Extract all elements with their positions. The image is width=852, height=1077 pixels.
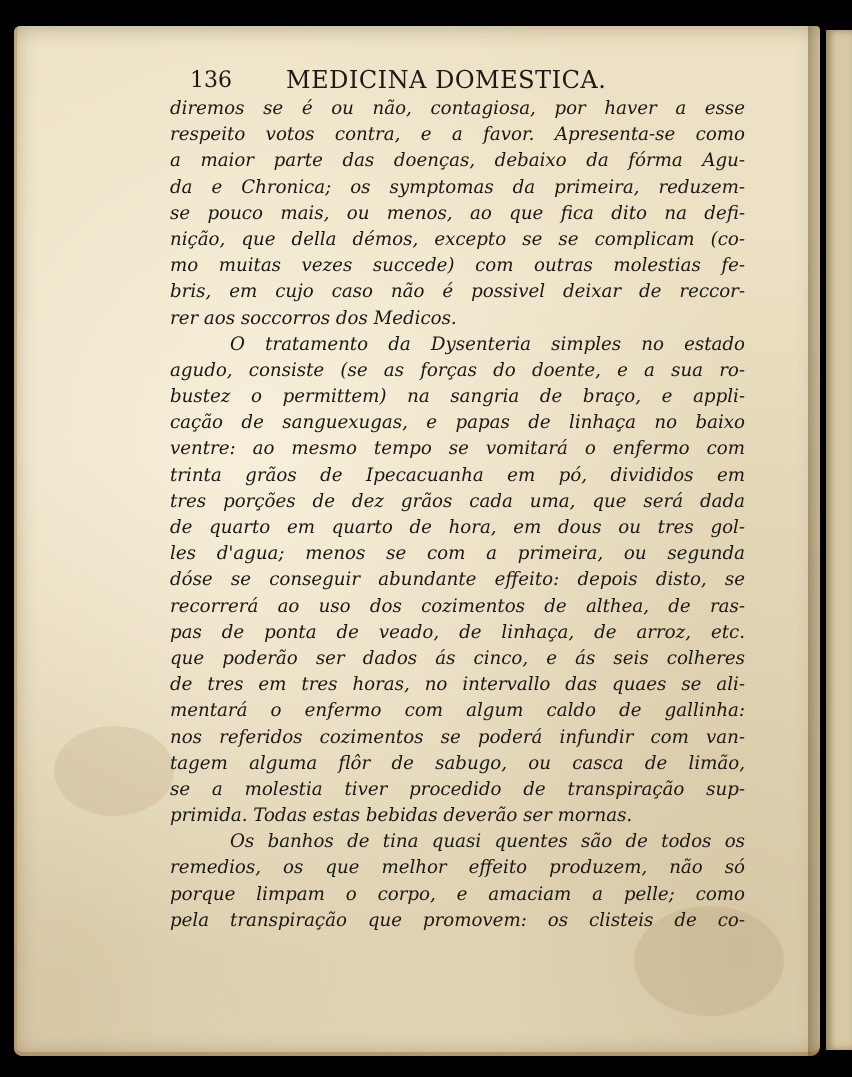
text-line: de tres em tres horas, no intervallo das quaes se ali- <box>170 674 745 696</box>
text-line: O tratamento da Dysenteria simples no estado <box>230 333 745 355</box>
text-line: primida. Todas estas bebidas deverão ser mornas. <box>170 805 633 827</box>
text-line: pela transpiração que promovem: os clisteis de co- <box>170 909 745 931</box>
text-line: tagem alguma flôr de sabugo, ou casca de limão, <box>170 752 745 774</box>
text-line: pas de ponta de veado, de linhaça, de arroz, etc. <box>170 621 745 643</box>
text-line: tres porções de dez grãos cada uma, que será dada <box>170 490 745 512</box>
running-title: MEDICINA DOMESTICA. <box>286 66 607 94</box>
text-line: ventre: ao mesmo tempo se vomitará o enfermo com <box>170 438 745 460</box>
text-line: porque limpam o corpo, e amaciam a pelle; como <box>170 883 745 905</box>
text-line: a maior parte das doenças, debaixo da fórma Agu- <box>170 150 745 172</box>
page-number: 136 <box>190 68 232 93</box>
text-line: mentará o enfermo com algum caldo de gallinha: <box>170 700 745 722</box>
text-line: de quarto em quarto de hora, em dous ou tres gol- <box>170 517 745 538</box>
text-line: mo muitas vezes succede) com outras molestias fe- <box>170 255 745 277</box>
text-line: recorrerá ao uso dos cozimentos de althea, de ras- <box>170 595 745 617</box>
text-line: se pouco mais, ou menos, ao que fica dito na defi- <box>170 202 745 224</box>
text-line: respeito votos contra, e a favor. Apresenta-se como <box>170 124 745 146</box>
text-line: rer aos soccorros dos Medicos. <box>170 307 457 329</box>
text-line: bustez o permittem) na sangria de braço, e appli- <box>170 386 745 408</box>
text-line: nição, que della démos, excepto se se complicam (co- <box>170 228 745 250</box>
text-line: dóse se conseguir abundante effeito: depois disto, se <box>170 569 745 591</box>
next-page-edge <box>826 30 852 1050</box>
text-line: se a molestia tiver procedido de transpiração sup- <box>170 778 745 800</box>
gutter-shadow <box>808 26 822 1056</box>
text-line: da e Chronica; os symptomas da primeira, reduzem- <box>170 176 745 198</box>
text-line: agudo, consiste (se as forças do doente, e a sua ro- <box>170 359 745 381</box>
text-line: les d'agua; menos se com a primeira, ou segunda <box>170 543 745 565</box>
text-line: remedios, os que melhor effeito produzem, não só <box>170 857 745 879</box>
text-line: nos referidos cozimentos se poderá infundir com van- <box>170 726 745 748</box>
text-line: cação de sanguexugas, e papas de linhaça no baixo <box>170 412 745 434</box>
body-text <box>170 96 745 934</box>
text-line: diremos se é ou não, contagiosa, por haver a esse <box>170 98 745 119</box>
paper-stain <box>54 726 174 816</box>
text-line: bris, em cujo caso não é possivel deixar de reccor- <box>170 281 745 303</box>
text-line: trinta grãos de Ipecacuanha em pó, divididos em <box>170 464 745 486</box>
text-line: Os banhos de tina quasi quentes são de todos os <box>230 831 745 853</box>
page-header <box>190 66 630 98</box>
text-line: que poderão ser dados ás cinco, e ás seis colheres <box>170 647 745 669</box>
